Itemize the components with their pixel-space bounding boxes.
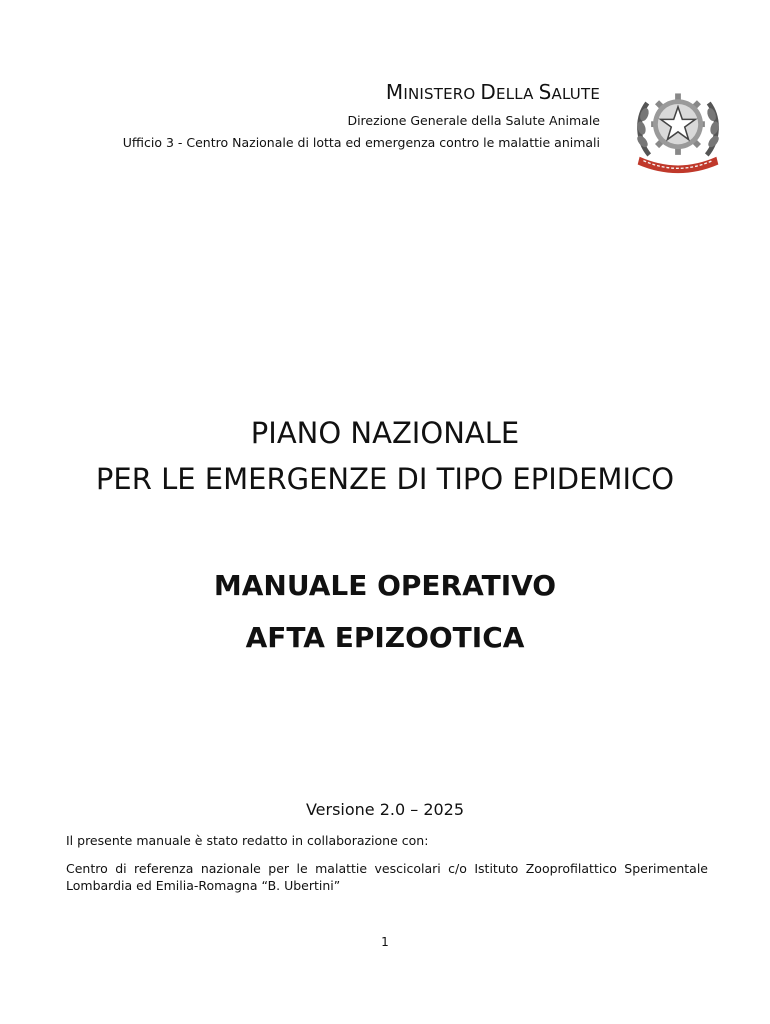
- ministry-name-part: S: [538, 80, 552, 104]
- collaboration-intro: Il presente manuale è stato redatto in collaborazione con:: [66, 833, 429, 848]
- plan-title-line: PER LE EMERGENZE DI TIPO EPIDEMICO: [95, 462, 675, 496]
- version-label: Versione 2.0 – 2025: [305, 800, 465, 819]
- ministry-name-part: ELLA: [496, 85, 539, 103]
- ministry-name-part: M: [385, 80, 404, 104]
- ministry-name-part: ALUTE: [551, 85, 600, 103]
- office-name: Ufficio 3 - Centro Nazionale di lotta ed emergenza contro le malattie animali: [122, 135, 600, 150]
- ministry-name-part: D: [480, 80, 497, 104]
- ministry-name-part: INISTERO: [403, 85, 481, 103]
- department-name: Direzione Generale della Salute Animale: [347, 113, 600, 128]
- plan-title-line: PIANO NAZIONALE: [250, 416, 520, 450]
- plan-title: [0, 410, 770, 502]
- reference-center: Centro di referenza nazionale per le malattie vescicolari c/o Istituto Zooprofilattico Sperimentale Lombardia ed Emilia-Romagna “B. Ubertini”: [66, 861, 708, 893]
- manual-title: [0, 560, 770, 664]
- manual-title-line: AFTA EPIZOOTICA: [245, 621, 525, 654]
- letterhead: [0, 80, 600, 150]
- ministry-name: [0, 80, 600, 104]
- emblem-of-italy-icon: [630, 80, 726, 176]
- manual-title-line: MANUALE OPERATIVO: [213, 569, 557, 602]
- page-number: 1: [381, 935, 389, 949]
